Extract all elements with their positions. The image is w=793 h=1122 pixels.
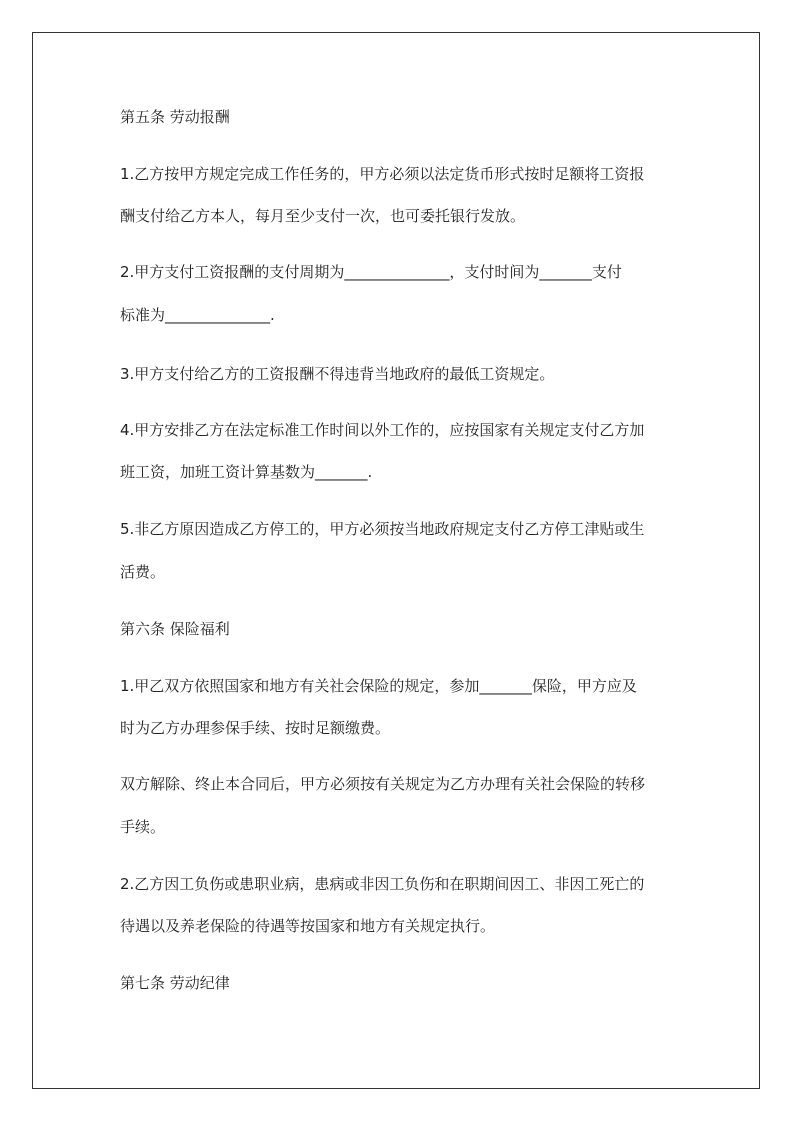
section5-title: 第五条 劳动报酬 — [120, 108, 230, 126]
section5-p3-line1: 3.甲方支付给乙方的工资报酬不得违背当地政府的最低工资规定。 — [120, 365, 555, 383]
section6-p2-line1: 2.乙方因工负伤或患职业病，患病或非因工负伤和在职期间因工、非因工死亡的 — [120, 875, 645, 893]
section5-p2-line1: 2.甲方支付工资报酬的支付周期为______________，支付时间为_______支付 — [120, 263, 622, 281]
section5-p5-line1: 5.非乙方原因造成乙方停工的，甲方必须按当地政府规定支付乙方停工津贴或生 — [120, 520, 645, 538]
section5-p5-line2: 活费。 — [120, 563, 166, 581]
section7-title: 第七条 劳动纪律 — [120, 974, 230, 992]
section5-p2-line2: 标准为______________. — [120, 306, 275, 324]
section5-p4-line2: 班工资，加班工资计算基数为_______. — [120, 463, 373, 481]
section6-p1b-line2: 手续。 — [120, 818, 166, 836]
section5-p1-line2: 酬支付给乙方本人，每月至少支付一次，也可委托银行发放。 — [120, 207, 526, 225]
section6-p2-line2: 待遇以及养老保险的待遇等按国家和地方有关规定执行。 — [120, 917, 496, 935]
section6-title: 第六条 保险福利 — [120, 620, 230, 638]
section6-p1b-line1: 双方解除、终止本合同后，甲方必须按有关规定为乙方办理有关社会保险的转移 — [120, 775, 646, 793]
section5-p4-line1: 4.甲方安排乙方在法定标准工作时间以外工作的，应按国家有关规定支付乙方加 — [120, 421, 645, 439]
section6-p1-line2: 时为乙方办理参保手续、按时足额缴费。 — [120, 719, 391, 737]
section5-p1-line1: 1.乙方按甲方规定完成工作任务的，甲方必须以法定货币形式按时足额将工资报 — [120, 165, 645, 183]
section6-p1-line1: 1.甲乙双方依照国家和地方有关社会保险的规定，参加_______保险，甲方应及 — [120, 677, 637, 695]
